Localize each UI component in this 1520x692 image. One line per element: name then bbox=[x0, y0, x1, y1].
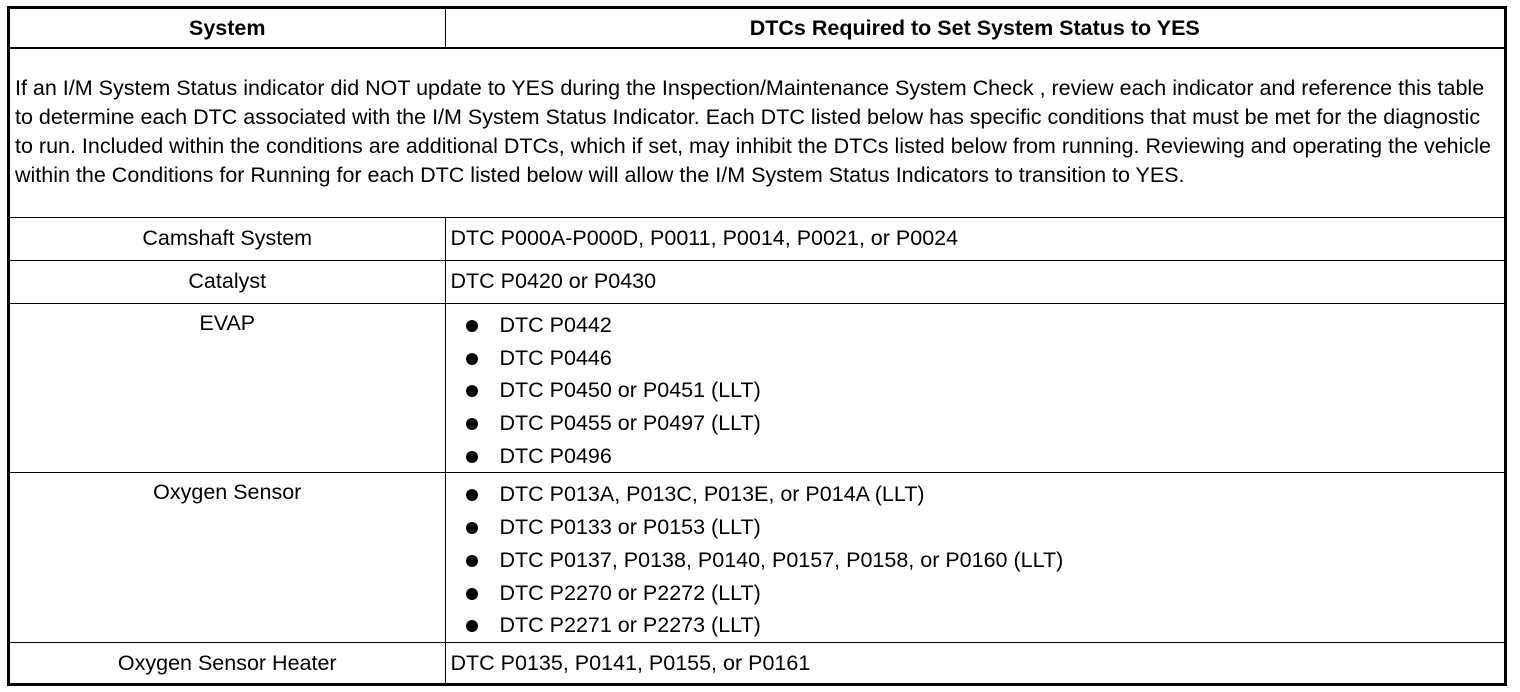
dtc-system-status-table bbox=[7, 6, 1507, 686]
list-item-text: DTC P0442 bbox=[499, 313, 612, 337]
list-item bbox=[466, 544, 1501, 577]
bullet-icon bbox=[466, 385, 478, 397]
list-item bbox=[466, 407, 1501, 440]
system-cell: EVAP bbox=[10, 304, 445, 473]
dtc-list bbox=[451, 478, 1501, 641]
bullet-icon bbox=[466, 320, 478, 332]
bullet-icon bbox=[466, 588, 478, 600]
list-item bbox=[466, 342, 1501, 375]
bullet-icon bbox=[466, 418, 478, 430]
list-item bbox=[466, 478, 1501, 511]
list-item-text: DTC P0133 or P0153 (LLT) bbox=[499, 515, 761, 540]
table bbox=[10, 9, 1504, 685]
list-item-text: DTC P0450 or P0451 (LLT) bbox=[499, 378, 761, 403]
dtc-list-cell bbox=[445, 473, 1504, 642]
list-item bbox=[466, 577, 1501, 610]
list-item-text: DTC P2270 or P2272 (LLT) bbox=[499, 580, 761, 605]
system-cell: Oxygen Sensor Heater bbox=[10, 642, 445, 685]
dtc-list bbox=[451, 309, 1501, 472]
table-row bbox=[10, 218, 1504, 261]
list-item-text: DTC P0446 bbox=[499, 345, 612, 370]
table-row bbox=[10, 261, 1504, 304]
intro-row bbox=[10, 48, 1504, 218]
intro-text: If an I/M System Status indicator did NOT update to YES during the Inspection/Maintenance System Check , review each indicator and reference this table to determine each DTC associated with the I/M System Status Indicator. Each DTC listed below has specific conditions that must be met for the diagnostic to run. Included within the conditions are additional DTCs, which if set, may inhibit the DTCs listed below from running. Reviewing and operating the vehicle within the Conditions for Running for each DTC listed below will allow the I/M System Status Indicators to transition to YES. bbox=[10, 48, 1504, 218]
bullet-icon bbox=[466, 353, 478, 365]
list-item bbox=[466, 374, 1501, 407]
bullet-icon bbox=[466, 489, 478, 501]
list-item-text: DTC P013A, P013C, P013E, or P014A (LLT) bbox=[499, 482, 925, 507]
list-item bbox=[466, 511, 1501, 544]
dtc-cell: DTC P000A-P000D, P0011, P0014, P0021, or P0024 bbox=[445, 218, 1504, 261]
list-item-text: DTC P0496 bbox=[499, 443, 612, 468]
list-item-text: DTC P0455 or P0497 (LLT) bbox=[499, 411, 761, 436]
list-item-text: DTC P2271 or P2273 (LLT) bbox=[499, 613, 761, 638]
dtc-cell: DTC P0420 or P0430 bbox=[445, 261, 1504, 304]
list-item bbox=[466, 609, 1501, 642]
bullet-icon bbox=[466, 451, 478, 463]
dtc-list-cell bbox=[445, 304, 1504, 473]
table-row bbox=[10, 473, 1504, 642]
list-item bbox=[466, 440, 1501, 473]
system-cell: Oxygen Sensor bbox=[10, 473, 445, 642]
table-row bbox=[10, 304, 1504, 473]
system-cell: Camshaft System bbox=[10, 218, 445, 261]
dtc-cell: DTC P0135, P0141, P0155, or P0161 bbox=[445, 642, 1504, 685]
table-row bbox=[10, 642, 1504, 685]
bullet-icon bbox=[466, 620, 478, 632]
header-row bbox=[10, 9, 1504, 48]
bullet-icon bbox=[466, 555, 478, 567]
system-cell: Catalyst bbox=[10, 261, 445, 304]
list-item bbox=[466, 309, 1501, 342]
bullet-icon bbox=[466, 522, 478, 534]
header-system: System bbox=[10, 9, 445, 48]
header-dtcs: DTCs Required to Set System Status to YES bbox=[445, 9, 1504, 48]
list-item-text: DTC P0137, P0138, P0140, P0157, P0158, or P0160 (LLT) bbox=[499, 547, 1064, 572]
